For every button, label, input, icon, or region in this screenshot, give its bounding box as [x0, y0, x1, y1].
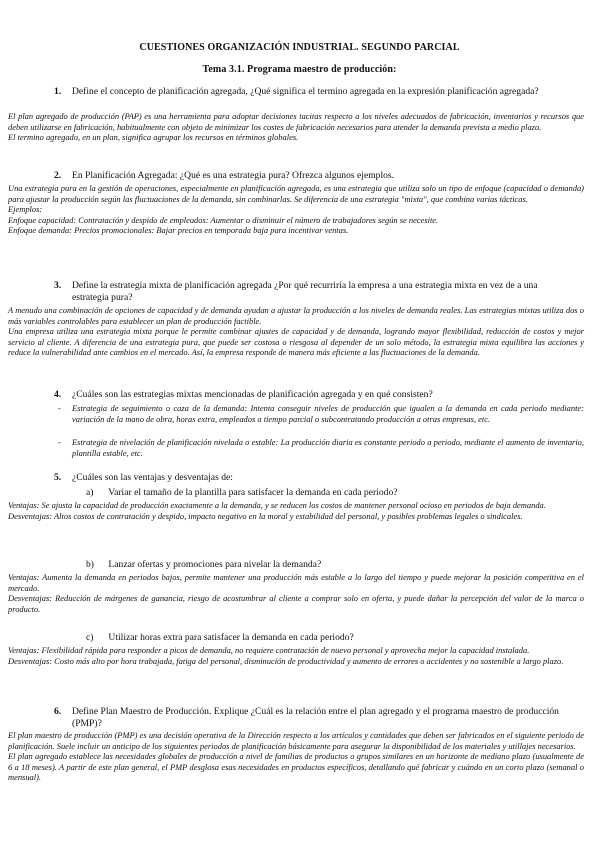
question-5: [54, 472, 568, 484]
bullet-item: [58, 403, 584, 424]
subquestion-a: [86, 487, 566, 499]
answer-paragraph: El plan maestro de producción (PMP) es una decisión operativa de la Dirección respecto a los artículos y cantidades que deben ser fabricados en el siguiente periodo de planificación. Suele incluir un anticipo de los siguientes periodos de planificación básicamente para asegurar la disponibilidad de los materiales y utillajes necesarios.: [8, 730, 584, 751]
question-1: [54, 86, 568, 98]
question-number: 6.: [54, 706, 62, 717]
question-number: 5.: [54, 472, 62, 483]
answer-5c: [8, 645, 584, 666]
question-6: [54, 706, 568, 729]
bullet-item: [58, 437, 584, 458]
question-text: ¿Cuáles son las estrategias mixtas mencionadas de planificación agregada y en qué consisten?: [72, 389, 433, 400]
section-subtitle: Tema 3.1. Programa maestro de producción:: [202, 64, 397, 75]
subquestion-text: Lanzar ofertas y promociones para nivelar la demanda?: [108, 559, 322, 570]
answer-paragraph: Ventajas: Aumenta la demanda en periodos bajos, permite mantener una producción más estable a lo largo del tiempo y puede mejorar la posición competitiva en el mercado.: [8, 572, 584, 593]
question-text: Define la estrategia mixta de planificación agregada ¿Por qué recurriría la empresa a una estrategia mixta en vez de a una estrategia pura?: [72, 280, 538, 303]
subquestion-label: c): [86, 632, 94, 643]
bullet-text: Estrategia de nivelación de planificación nivelada o estable: La producción diaria es constante periodo a periodo, mediante el aumento de inventario, plantilla estable, etc.: [72, 437, 584, 458]
answer-2: [8, 183, 584, 236]
question-text: ¿Cuáles son las ventajas y desventajas de:: [72, 472, 233, 483]
dash-bullet-icon: -: [58, 437, 61, 447]
answer-1: [8, 111, 584, 143]
question-number: 1.: [54, 86, 62, 97]
answer-paragraph: Una empresa utiliza una estrategia mixta porque le permite combinar ajustes de capacidad y de demanda, logrando mayor flexibilidad, reducción de costos y mejor servicio al cliente. A diferencia de una estrategia pura, que puede ser costosa o riesgosa al depender de un solo método, la estrategia mixta equilibra las acciones y reduce la vulnerabilidad ante cambios en el mercado. Así, la empresa responde de manera más eficiente a las fluctuaciones de la demanda.: [8, 326, 584, 358]
question-number: 4.: [54, 389, 62, 400]
question-4: [54, 389, 568, 401]
question-2: [54, 170, 568, 182]
answer-6: [8, 730, 584, 783]
answer-5a: [8, 500, 584, 521]
question-number: 2.: [54, 170, 62, 181]
question-3: [54, 280, 568, 303]
subquestion-c: [86, 632, 566, 644]
subquestion-b: [86, 559, 566, 571]
answer-paragraph: Ventajas: Se ajusta la capacidad de producción exactamente a la demanda, y se reducen los costos de mantener personal ocioso en periodos de baja demanda.: [8, 500, 546, 510]
subquestion-label: b): [86, 559, 94, 570]
document-title: CUESTIONES ORGANIZACIÓN INDUSTRIAL. SEGUNDO PARCIAL: [139, 42, 460, 53]
answer-3: [8, 305, 584, 358]
question-text: Define Plan Maestro de Producción. Explique ¿Cuál es la relación entre el plan agregado y el programa maestro de producción (PMP)?: [72, 706, 559, 729]
subquestion-text: Utilizar horas extra para satisfacer la demanda en cada periodo?: [108, 632, 354, 643]
answer-paragraph: El plan agregado establece las necesidades globales de producción a nivel de familias de productos o grupos similares en un horizonte de mediano plazo (usualmente de 6 a 18 meses). A partir de este plan general, el PMP desglosa esas necesidades en productos específicos, detallando qué fabricar y cuándo en un corto plazo (semanal o mensual).: [8, 751, 584, 783]
bullet-text: Estrategia de seguimiento o caza de la demanda: Intenta conseguir niveles de producción que igualen a la demanda en cada periodo mediante: variación de la mano de obra, horas extra, empleados a tiempo parcial o subcontratando producción a otras empresas, etc.: [72, 403, 584, 424]
answer-paragraph: Una estrategia pura en la gestión de operaciones, especialmente en planificación agregada, es una estrategia que utiliza solo un tipo de enfoque (capacidad o demanda) para ajustar la producción según las fluctuaciones de la demanda, sin combinarlas. Se diferencia de una estrategia "mixta", que combina varias tácticas.: [8, 183, 584, 204]
answer-paragraph: Enfoque demanda: Precios promocionales: Bajar precios en temporada baja para incentivar ventas.: [8, 225, 349, 236]
answer-paragraph: Ejemplos:: [8, 204, 43, 215]
answer-paragraph: Enfoque capacidad: Contratación y despido de empleados: Aumentar o disminuir el número de trabajadores según se necesite.: [8, 214, 439, 225]
answer-5b: [8, 572, 584, 614]
answer-paragraph: El plan agregado de producción (PAP) es una herramienta para adoptar decisiones tacitas respecto a los niveles adecuados de fabricación, inventarios y recursos que deben utilizarse en fabricación, habitualmente con objeto de minimizar los costes de fabricación necesarios para atender la demanda prevista a medio plazo.: [8, 111, 584, 132]
question-text: Define el concepto de planificación agregada, ¿Qué significa el termino agregada en la expresión planificación agregada?: [72, 86, 539, 97]
question-text: En Planificación Agregada: ¿Qué es una estrategia pura? Ofrezca algunos ejemplos.: [72, 170, 395, 181]
subquestion-text: Variar el tamaño de la plantilla para satisfacer la demanda en cada periodo?: [108, 487, 398, 498]
answer-paragraph: Ventajas: Flexibilidad rápida para responder a picos de demanda, no requiere contratación de nuevo personal y aprovecha mejor la capacidad instalada.: [8, 645, 530, 655]
answer-paragraph: A menudo una combinación de opciones de capacidad y de demanda ayudan a ajustar la producción a los niveles de demanda reales. Las estrategias mixtas utiliza dos o más variables controlables para establecer un plan de producción factible.: [8, 305, 584, 326]
answer-paragraph: Desventajas: Reducción de márgenes de ganancia, riesgo de acostumbrar al cliente a comprar solo en oferta, y puede dañar la percepción del valor de la marca o producto.: [8, 593, 584, 614]
answer-paragraph: Desventajas: Altos costos de contratación y despido, impacto negativo en la moral y estabilidad del personal, y posibles problemas legales o sindicales.: [8, 510, 523, 521]
dash-bullet-icon: -: [58, 403, 61, 413]
subquestion-label: a): [86, 487, 94, 498]
answer-paragraph: Desventajas: Costo más alto por hora trabajada, fatiga del personal, disminución de productividad y aumento de errores o accidentes y no sostenible a largo plazo.: [8, 655, 564, 666]
question-number: 3.: [54, 280, 62, 291]
answer-paragraph: El termino agregado, en un plan, significa agrupar los recursos en términos globales.: [8, 132, 299, 143]
